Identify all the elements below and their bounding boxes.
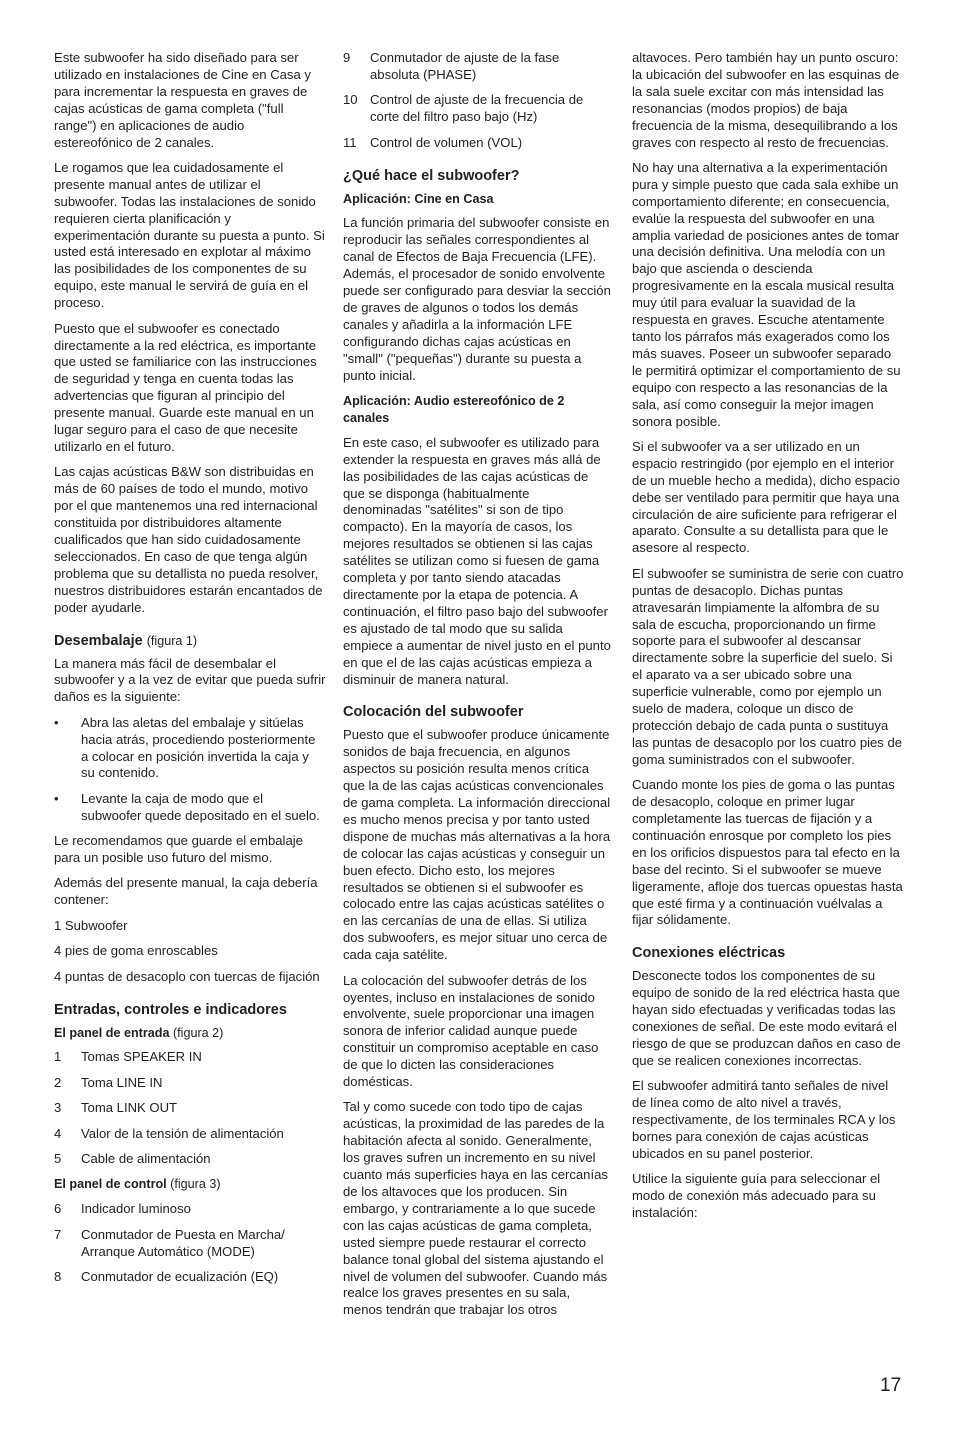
paragraph: Las cajas acústicas B&W son distribuidas en más de 60 países de todo el mundo, motivo por el que mantenemos una red internacional constituida por distribuidores altamente cualificados que han sido cuidadosamente seleccionados. En caso de que tenga algún problema que su detallista no pueda resolver, nuestros distribuidores estarán encantados de poder ayudarle. — [54, 464, 323, 615]
section-heading-what: ¿Qué hace el subwoofer? — [343, 167, 520, 184]
contents-item: 4 pies de goma enroscables — [54, 943, 218, 959]
bullet-mark: • — [54, 790, 59, 806]
section-heading-placement: Colocación del subwoofer — [343, 704, 524, 721]
contents-item: 1 Subwoofer — [54, 917, 128, 933]
paragraph: Desconecte todos los componentes de su equipo de sonido de la red eléctrica hasta que hayan sido efectuadas y verificadas todas las conexiones de señal. De este modo evitará el riesgo de que se produzcan daños en caso de que se realicen conexiones incorrectas. — [632, 968, 901, 1068]
paragraph: Puesto que el subwoofer produce únicamente sonidos de baja frecuencia, en algunos aspectos su posición resulta menos crítica que la de las cajas acústicas convencionales de gama completa. La información direccional es mucho menos precisa y por tanto usted dispone de muchas más alternativas a la hora de colocar las cajas acústicas y conseguir un buen efecto. Dicho esto, los mejores resultados se obtienen si el subwoofer es colocado entre las cajas acústicas satélites o en las cercanías de una de ellas. Si utiliza dos subwoofers, es mejor situar uno cerca de cada caja satélite. — [343, 727, 611, 963]
list-item: 3 Toma LINK OUT — [54, 1100, 178, 1116]
subheading-home-cinema: Aplicación: Cine en Casa — [343, 191, 494, 206]
list-item: 10 Control de ajuste de la frecuencia de corte del filtro paso bajo (Hz) — [343, 92, 584, 125]
paragraph: El subwoofer se suministra de serie con cuatro puntas de desacoplo. Dichas puntas atravesarán limpiamente la alfombra de su sala de escucha, proporcionando un firme soporte para el subwoofer al descansar directamente sobre la superficie del suelo. Si el aparato va a ser ubicado sobre una superficie vulnerable, como por ejemplo un suelo de madera, coloque un disco de protección debajo de cada punta o sustituya las puntas de desacoplo por los cuatro pies de goma suministrados con el subwoofer. — [632, 565, 904, 767]
list-item: 2 Toma LINE IN — [54, 1074, 163, 1090]
list-item: 6 Indicador luminoso — [54, 1201, 191, 1217]
paragraph: Le recomendamos que guarde el embalaje para un posible uso futuro del mismo. — [54, 833, 303, 866]
section-heading-inputs: Entradas, controles e indicadores — [54, 1001, 287, 1018]
bullet-mark: • — [54, 714, 59, 730]
column-1 — [54, 50, 326, 1294]
subheading-stereo: Aplicación: Audio estereofónico de 2 canales — [343, 394, 565, 425]
paragraph: Además del presente manual, la caja debería contener: — [54, 875, 318, 908]
paragraph: El subwoofer admitirá tanto señales de nivel de línea como de alto nivel a través, respectivamente, de los terminales RCA y los bornes para conexión de cajas acústicas ubicados en su panel posterior. — [632, 1078, 896, 1161]
subheading-control-panel: El panel de control (figura 3) — [54, 1177, 221, 1192]
page-number: 17 — [880, 1375, 902, 1396]
paragraph: altavoces. Pero también hay un punto oscuro: la ubicación del subwoofer en las esquinas de la sala suele excitar con más intensidad las resonancias (modos propios) de baja frecuencia de la misma, desequilibrando a los graves con respecto al resto de frecuencias. — [632, 50, 900, 150]
contents-item: 4 puntas de desacoplo con tuercas de fijación — [54, 968, 320, 984]
paragraph: La función primaria del subwoofer consiste en reproducir las señales correspondientes al canal de Efectos de Baja Frecuencia (LFE). Además, el procesador de sonido envolvente puede ser configurado para desviar la sección de graves de algunos o todos los demás canales y añadirla a la información LFE configurando dichas cajas acústicas en "small" ("pequeñas") durante su puesta a punto inicial. — [343, 215, 611, 383]
column-3 — [632, 50, 904, 1231]
list-item: 9 Conmutador de ajuste de la fase absoluta (PHASE) — [343, 50, 560, 82]
figure-reference: (figura 1) — [146, 633, 198, 648]
paragraph: No hay una alternativa a la experimentación pura y simple puesto que cada sala exhibe un comportamiento diferente; en consecuencia, evalúe la respuesta del subwoofer en una amplia variedad de posiciones antes de tomar una decisión definitiva. Una melodía con un bajo que ascienda o descienda progresivamente en la escala musical resulta muy útil para evaluar la suavidad de la respuesta en graves. Escuche atentamente tanto los párrafos más exagerados como los más suaves. Poseer un subwoofer separado le permitirá optimizar el comportamiento de su equipo con respecto a las resonancias de la sala, así como conseguir la mejor imagen sonora posible. — [632, 159, 901, 429]
paragraph: La manera más fácil de desembalar el subwoofer y a la vez de evitar que pueda sufrir daños es la siguiente: — [54, 655, 326, 705]
list-item: 4 Valor de la tensión de alimentación — [54, 1125, 284, 1141]
list-item: 11 Control de volumen (VOL) — [343, 134, 523, 150]
paragraph: Puesto que el subwoofer es conectado directamente a la red eléctrica, es importante que usted se familiarice con las instrucciones de seguridad y tenga en cuenta todas las advertencias que figuran al principio del presente manual. Guarde este manual en un lugar seguro para el caso de que necesite utilizarlo en el futuro. — [54, 320, 317, 454]
paragraph: Tal y como sucede con todo tipo de cajas acústicas, la proximidad de las paredes de la habitación afecta al sonido. Generalmente, los graves sufren un incremento en su nivel cuanto más superficies haya en las cercanías de los altavoces que los producen. Sin embargo, y contrariamente a lo que sucede con las cajas acústicas de gama completa, usted siempre puede restaurar el correcto balance tonal global del sistema ajustando el nivel de volumen del subwoofer. Cuando más realce los graves presentes en su sala, menos tendrán que trabajar los otros — [343, 1099, 608, 1318]
bullet-item: • Levante la caja de modo que el subwoofer quede depositado en el suelo. — [54, 790, 320, 823]
list-item: 8 Conmutador de ecualización (EQ) — [54, 1269, 279, 1285]
paragraph: La colocación del subwoofer detrás de los oyentes, incluso en instalaciones de sonido envolvente, suele proporcionar una imagen sonora de inferior calidad aunque puede constituir un compromiso aceptable en caso de que lo dicten las consideraciones domésticas. — [343, 972, 599, 1090]
section-heading-electrical: Conexiones eléctricas — [632, 945, 786, 962]
list-item: 1 Tomas SPEAKER IN — [54, 1049, 202, 1065]
paragraph: Utilice la siguiente guía para seleccionar el modo de conexión más adecuado para su instalación: — [632, 1171, 881, 1221]
section-heading-unpacking: Desembalaje (figura 1) — [54, 632, 198, 649]
paragraph: Si el subwoofer va a ser utilizado en un espacio restringido (por ejemplo en el interior de un mueble hecho a medida), dicho espacio debe ser ventilado para permitir que haya una circulación de aire suficiente para refrigerar el aparato. Consulte a su detallista para que le asesore al respecto. — [632, 438, 900, 556]
subheading-input-panel: El panel de entrada (figura 2) — [54, 1025, 224, 1040]
paragraph: Cuando monte los pies de goma o las puntas de desacoplo, coloque en primer lugar completamente las tuercas de fijación y a continuación enrosque por completo los pies en los orificios dispuestos para tal efecto en la base del recinto. Si el subwoofer se mueve ligeramente, afloje dos tuercas opuestas hasta que esté firma y a continuación vuélvalas a fijar sólidamente. — [632, 777, 903, 928]
bullet-item: • Abra las aletas del embalaje y sitúelas hacia atrás, procediendo posteriormente a colocar en posición invertida la caja y su contenido. — [54, 714, 316, 781]
intro-paragraph: Este subwoofer ha sido diseñado para ser utilizado en instalaciones de Cine en Casa y para incrementar la respuesta en graves de cajas acústicas de gama completa ("full range") en aplicaciones de audio estereofónico de 2 canales. — [54, 50, 311, 150]
paragraph: Le rogamos que lea cuidadosamente el presente manual antes de utilizar el subwoofer. Todas las instalaciones de sonido requieren cierta planificación y experimentación durante su puesta a punto. Si usted está interesado en explotar al máximo las posibilidades de los componentes de su equipo, este manual le servirá de guía en el proceso. — [54, 159, 325, 311]
column-2 — [343, 50, 611, 1328]
paragraph: En este caso, el subwoofer es utilizado para extender la respuesta en graves más allá de las posibilidades de las cajas acústicas de que se disponga (habitualmente denominadas "satélites" si son de tipo compacto). En la mayoría de casos, los mejores resultados se obtienen si las cajas satélites se utilizan como si fuesen de gama completa y por tanto siendo atacadas directamente por la etapa de potencia. A continuación, el filtro paso bajo del subwoofer es ajustado de tal modo que su salida empiece a aumentar de nivel justo en el punto en que el de las cajas acústicas empieza a disminuir de manera natural. — [343, 434, 611, 687]
list-item: 7 Conmutador de Puesta en Marcha/ Arranque Automático (MODE) — [54, 1226, 285, 1259]
list-item: 5 Cable de alimentación — [54, 1151, 211, 1167]
